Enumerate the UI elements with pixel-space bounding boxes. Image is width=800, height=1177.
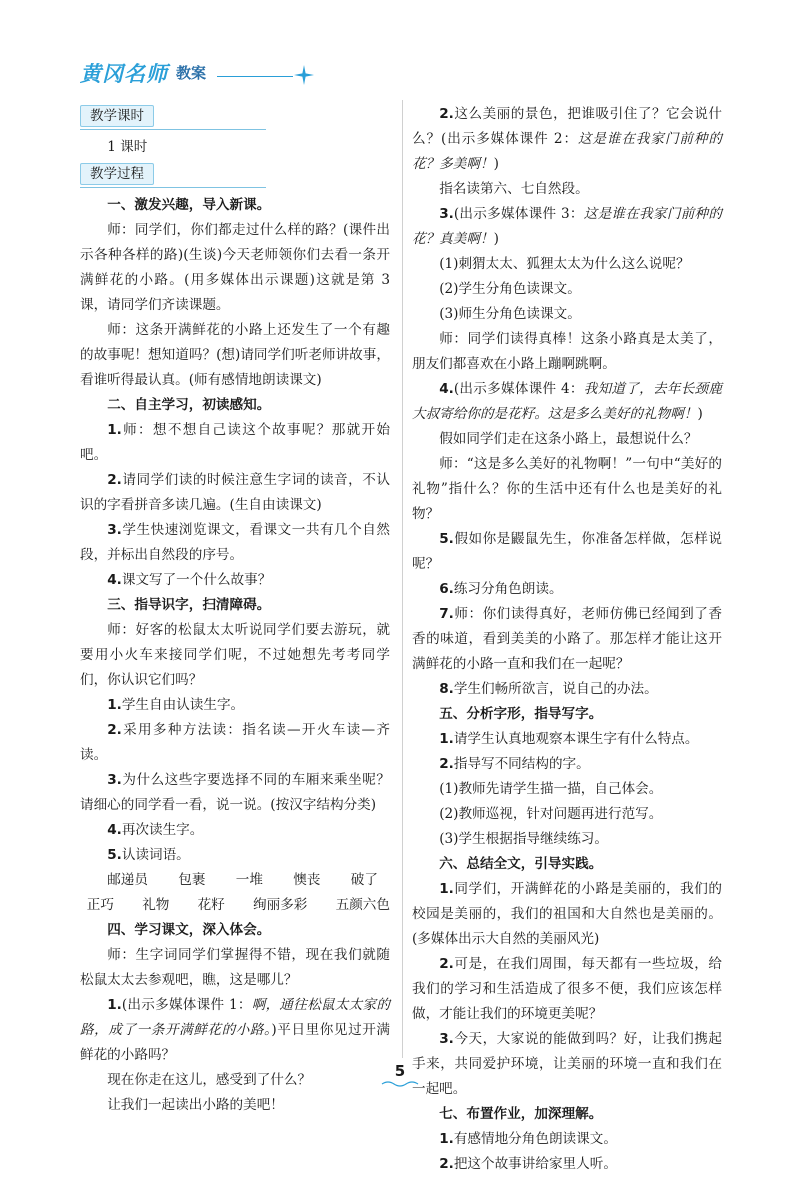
section-heading-2: 二、自主学习，初读感知。 — [107, 397, 271, 413]
paragraph: 现在你走在这儿，感受到了什么？ — [107, 1072, 312, 1088]
page-number: 5 — [394, 1062, 406, 1080]
vocab-word: 礼物 — [142, 897, 170, 913]
vocab-row-1 — [80, 868, 390, 893]
vocab-word: 绚丽多彩 — [253, 897, 308, 913]
list-item: 7.师：你们读得真好，老师仿佛已经闻到了香香的味道，看到美美的小路了。那怎样才能让这开满鲜花的小路一直和我们在一起呢？ — [412, 606, 722, 672]
left-column — [80, 102, 390, 1118]
sub-item: (2)教师巡视，针对问题再进行范写。 — [439, 806, 663, 822]
paragraph: 师：“这是多么美好的礼物啊！”一句中“美好的礼物”指什么？你的生活中还有什么也是美好的礼物？ — [412, 456, 722, 522]
list-item: 3.学生快速浏览课文，看课文一共有几个自然段，并标出自然段的序号。 — [80, 522, 390, 563]
process-label: 教学过程 — [80, 163, 154, 185]
list-item: 1.同学们，开满鲜花的小路是美丽的，我们的校园是美丽的，我们的祖国和大自然也是美丽的。(多媒体出示大自然的美丽风光) — [412, 881, 722, 947]
sub-item: (3)师生分角色读课文。 — [439, 306, 581, 322]
paragraph: 师：好客的松鼠太太听说同学们要去游玩，就要用小火车来接同学们呢，不过她想先考考同学们，你认识它们吗？ — [80, 622, 390, 688]
sub-item: (1)教师先请学生描一描，自己体会。 — [439, 781, 663, 797]
vocab-word: 邮递员 — [107, 872, 148, 888]
section-heading-7: 七、布置作业，加深理解。 — [439, 1106, 603, 1122]
section-heading-4: 四、学习课文，深入体会。 — [107, 922, 271, 938]
header-rule — [217, 76, 293, 77]
right-column — [412, 102, 722, 1177]
section-heading-3: 三、指导识字，扫清障碍。 — [107, 597, 271, 613]
list-item: 5.认读词语。 — [107, 847, 190, 863]
vocab-word: 正巧 — [86, 897, 114, 913]
page-header — [80, 58, 340, 88]
list-item: 1.师：想不想自己读这个故事呢？那就开始吧。 — [80, 422, 390, 463]
list-item: 4.(出示多媒体课件 4：我知道了，去年长颈鹿大叔寄给你的是花籽。这是多么美好的礼物啊！) — [412, 381, 723, 422]
list-item: 6.练习分角色朗读。 — [439, 581, 563, 597]
list-item: 2.请同学们读的时候注意生字词的读音，不认识的字看拼音多读几遍。(生自由读课文) — [80, 472, 390, 513]
list-item: 2.这么美丽的景色，把谁吸引住了？它会说什么？(出示多媒体课件 2：这是谁在我家门前种的花？多美啊！) — [412, 106, 722, 172]
sub-item: (2)学生分角色读课文。 — [439, 281, 581, 297]
section-heading-5: 五、分析字形，指导写字。 — [439, 706, 603, 722]
process-section — [80, 162, 390, 187]
brand-logo: 黄冈名师 — [80, 62, 168, 86]
paragraph: 指名读第六、七自然段。 — [439, 181, 589, 197]
list-item: 1.请学生认真地观察本课生字有什么特点。 — [439, 731, 699, 747]
paragraph: 师：同学们读得真棒！这条小路真是太美了，朋友们都喜欢在小路上蹦啊跳啊。 — [412, 331, 722, 372]
vocab-word: 一堆 — [235, 872, 263, 888]
lesson-hours-value: 1 课时 — [107, 139, 148, 155]
sub-item: (3)学生根据指导继续练习。 — [439, 831, 608, 847]
paragraph: 师：生字词同学们掌握得不错，现在我们就随松鼠太太去参观吧，瞧，这是哪儿？ — [80, 947, 390, 988]
section-heading-1: 一、激发兴趣，导入新课。 — [107, 197, 271, 213]
vocab-word: 五颜六色 — [335, 897, 390, 913]
paragraph: 假如同学们走在这条小路上，最想说什么？ — [439, 431, 698, 447]
vocab-word: 包裹 — [178, 872, 206, 888]
list-item: 2.可是，在我们周围，每天都有一些垃圾，给我们的学习和生活造成了很多不便，我们应该怎样做，才能让我们的环境更美呢？ — [412, 956, 722, 1022]
list-item: 4.课文写了一个什么故事？ — [107, 572, 272, 588]
list-item: 2.指导写不同结构的字。 — [439, 756, 590, 772]
list-item: 4.再次读生字。 — [107, 822, 204, 838]
section-heading-6: 六、总结全文，引导实践。 — [439, 856, 603, 872]
paragraph: 师：这条开满鲜花的小路上还发生了一个有趣的故事呢！想知道吗？(想)请同学们听老师讲故事，看谁听得最认真。(师有感情地朗读课文) — [80, 322, 390, 388]
list-item: 5.假如你是鼹鼠先生，你准备怎样做，怎样说呢？ — [412, 531, 722, 572]
vocab-word: 懊丧 — [293, 872, 321, 888]
sparkle-icon — [292, 63, 316, 87]
list-item: 1.学生自由认读生字。 — [107, 697, 245, 713]
list-item: 8.学生们畅所欲言，说自己的办法。 — [439, 681, 658, 697]
list-item: 2.把这个故事讲给家里人听。 — [439, 1156, 617, 1172]
list-item: 3.为什么这些字要选择不同的车厢来乘坐呢？请细心的同学看一看，说一说。(按汉字结构分类) — [80, 772, 390, 813]
wave-ornament-icon — [380, 1079, 420, 1087]
list-item: 1.(出示多媒体课件 1：啊，通往松鼠太太家的路，成了一条开满鲜花的小路。)平日里你见过开满鲜花的小路吗？ — [80, 997, 391, 1063]
list-item: 2.采用多种方法读：指名读—开火车读—齐读。 — [80, 722, 390, 763]
lesson-hours-label: 教学课时 — [80, 105, 154, 127]
vocab-row-2 — [80, 893, 390, 918]
list-item: 1.有感情地分角色朗读课文。 — [439, 1131, 617, 1147]
list-item: 3.(出示多媒体课件 3：这是谁在我家门前种的花？真美啊！) — [412, 206, 723, 247]
vocab-word: 破了 — [350, 872, 378, 888]
list-item: 3.今天，大家说的能做到吗？好，让我们携起手来，共同爱护环境，让美丽的环境一直和我们在一起吧。 — [412, 1031, 722, 1097]
vocab-word: 花籽 — [197, 897, 225, 913]
sub-item: (1)刺猬太太、狐狸太太为什么这么说呢？ — [439, 256, 690, 272]
lesson-hours-section — [80, 104, 390, 129]
column-divider — [402, 100, 403, 1058]
header-subtitle: 教案 — [176, 64, 207, 82]
paragraph: 让我们一起读出小路的美吧！ — [107, 1097, 284, 1113]
paragraph: 师：同学们，你们都走过什么样的路？(课件出示各种各样的路)(生谈)今天老师领你们去看一条开满鲜花的小路。(用多媒体出示课题)这就是第 3 课，请同学们齐读课题。 — [80, 222, 390, 313]
